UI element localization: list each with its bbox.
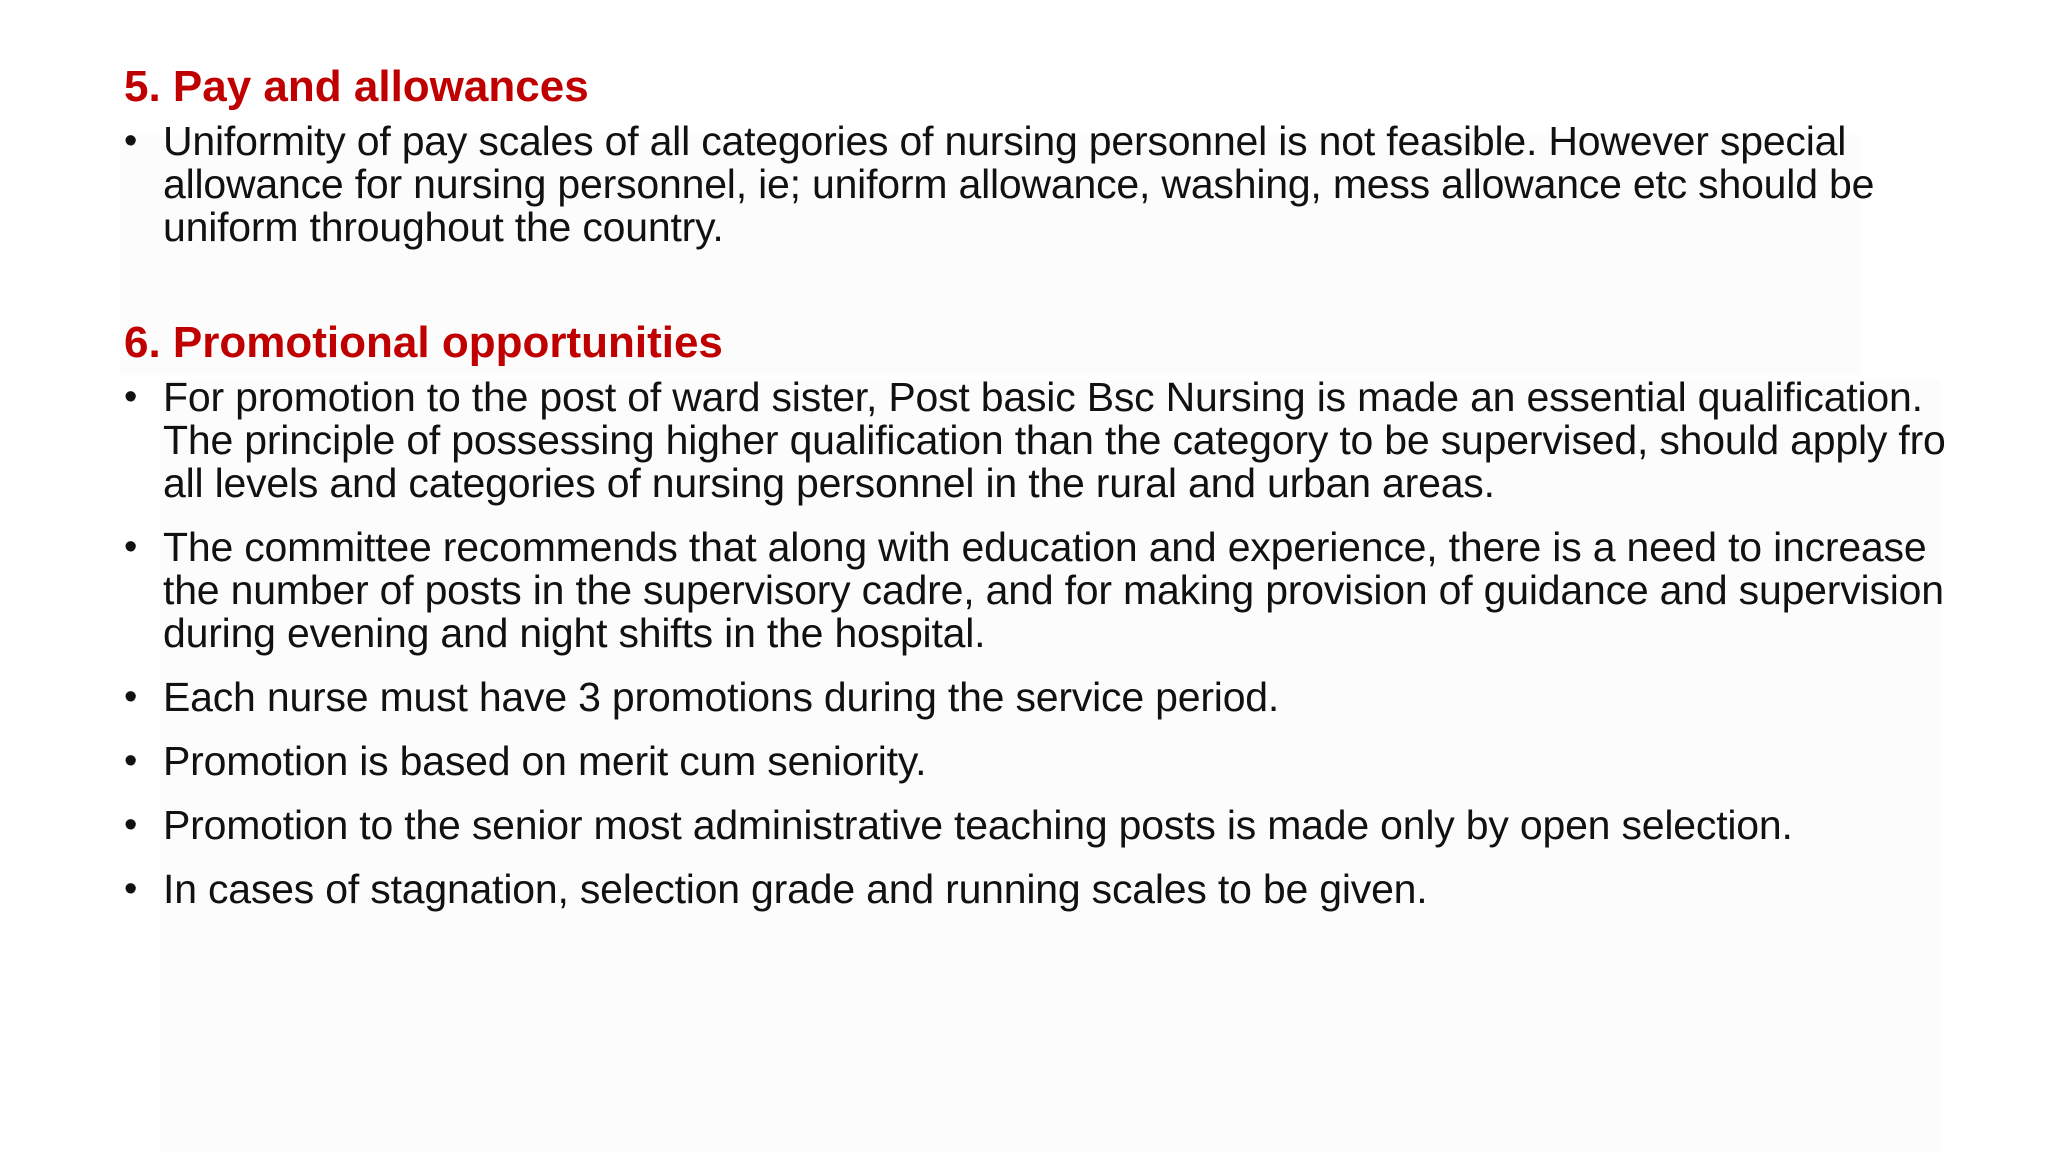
- bullet-icon: •: [124, 740, 138, 782]
- bullet-text: In cases of stagnation, selection grade and running scales to be given.: [163, 866, 1428, 912]
- bullet-icon: •: [124, 804, 138, 846]
- bullet-icon: •: [124, 676, 138, 718]
- bullet-item: [124, 526, 1954, 655]
- bullet-item: [124, 120, 1954, 249]
- section-spacer: [124, 270, 1954, 316]
- bullet-text: Promotion to the senior most administrative teaching posts is made only by open selection.: [163, 802, 1793, 848]
- bullet-text: Uniformity of pay scales of all categories of nursing personnel is not feasible. However special allowance for nursing personnel, ie; uniform allowance, washing, mess allowance etc should be uniform throughout the country.: [163, 118, 1875, 250]
- bullet-icon: •: [124, 120, 138, 162]
- section-pay-and-allowances: [124, 60, 1954, 249]
- bullet-item: [124, 676, 1954, 719]
- bullet-item: [124, 868, 1954, 911]
- section-heading: 5. Pay and allowances: [124, 62, 589, 111]
- bullet-item: [124, 376, 1954, 505]
- section-promotional-opportunities: [124, 316, 1954, 911]
- bullet-list: [124, 376, 1954, 911]
- bullet-icon: •: [124, 526, 138, 568]
- bullet-item: [124, 740, 1954, 783]
- bullet-text: Each nurse must have 3 promotions during the service period.: [163, 674, 1280, 720]
- bullet-item: [124, 804, 1954, 847]
- bullet-text: The committee recommends that along with education and experience, there is a need to increase the number of posts in the supervisory cadre, and for making provision of guidance and supervision during evening and night shifts in the hospital.: [163, 524, 1944, 656]
- section-heading: 6. Promotional opportunities: [124, 318, 723, 367]
- slide-content: [124, 60, 1954, 932]
- bullet-text: Promotion is based on merit cum seniority.: [163, 738, 927, 784]
- bullet-icon: •: [124, 868, 138, 910]
- bullet-icon: •: [124, 376, 138, 418]
- bullet-text: For promotion to the post of ward sister, Post basic Bsc Nursing is made an essential qualification. The principle of possessing higher qualification than the category to be supervised, should apply fro all levels and categories of nursing personnel in the rural and urban areas.: [163, 374, 1946, 506]
- bullet-list: [124, 120, 1954, 249]
